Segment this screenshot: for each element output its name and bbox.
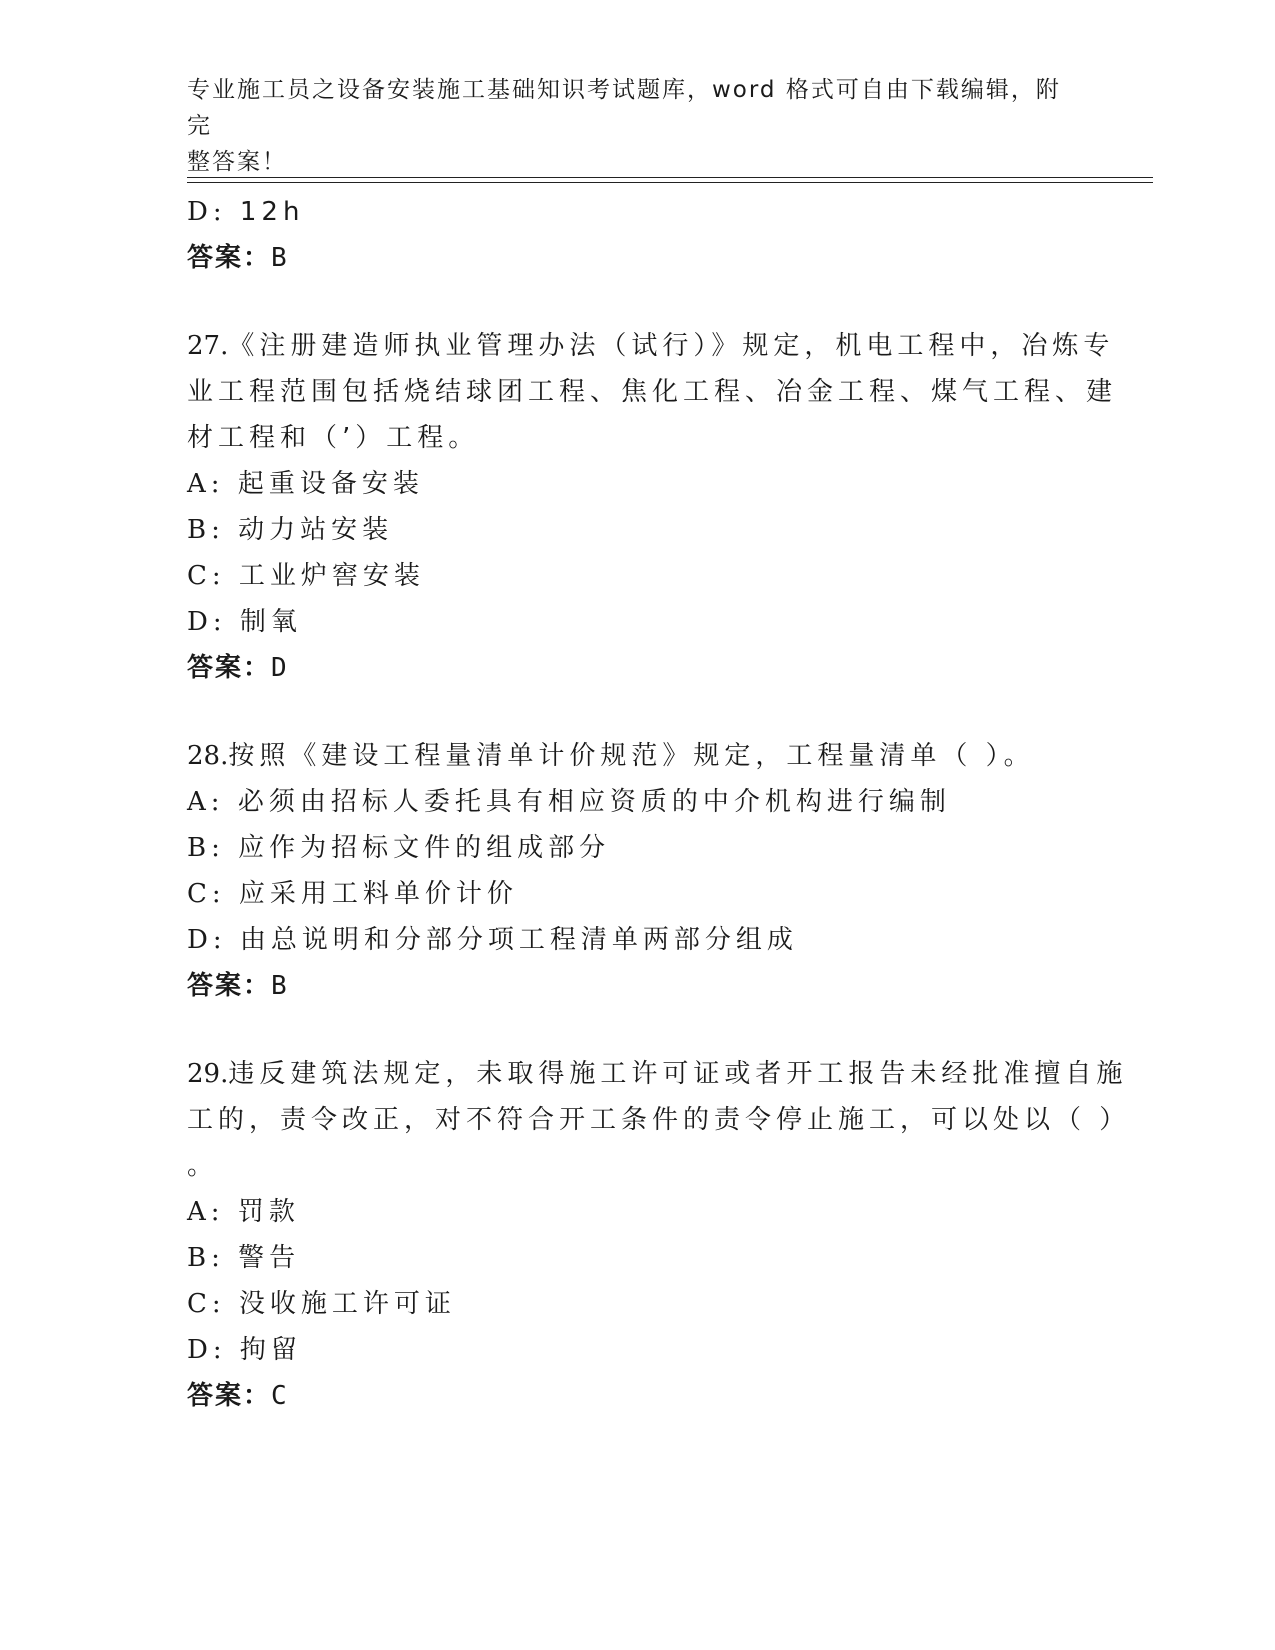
option-text: 警告 <box>238 1243 301 1273</box>
option-c <box>187 553 1067 599</box>
option-key: C: <box>187 879 226 909</box>
question-line <box>187 733 1067 779</box>
option-key: C: <box>187 561 226 591</box>
option-key: A: <box>187 1197 225 1227</box>
option-text: 拘留 <box>239 1335 302 1365</box>
option-text: 没收施工许可证 <box>238 1289 456 1319</box>
question-28 <box>187 733 1067 1009</box>
option-key: B: <box>187 515 225 545</box>
option-b <box>187 825 1067 871</box>
header-line-2: 整答案！ <box>187 149 287 175</box>
option-key: B: <box>187 1243 225 1273</box>
question-number: 28. <box>187 741 229 771</box>
option-d <box>187 917 1067 963</box>
question-line: 。 <box>187 1151 219 1181</box>
question-text: 按照《建设工程量清单计价规范》规定，工程量清单（ ）。 <box>228 741 1035 771</box>
option-text: 罚款 <box>237 1197 300 1227</box>
option-text: 应作为招标文件的组成部分 <box>238 833 611 863</box>
header-divider-top <box>187 177 1153 178</box>
header-line-1: 专业施工员之设备安装施工基础知识考试题库，word 格式可自由下载编辑，附完 <box>187 77 1061 139</box>
answer-line <box>187 235 1067 281</box>
question-27 <box>187 323 1118 691</box>
header-divider-bottom <box>187 182 1153 183</box>
question-text: 违反建筑法规定，未取得施工许可证或者开工报告未经批准擅自施 <box>228 1059 1128 1089</box>
option-text: 起重设备安装 <box>237 469 424 499</box>
option-key: D: <box>187 197 227 227</box>
option-key: A: <box>187 469 225 499</box>
question-line <box>187 323 1115 369</box>
answer-value: B <box>271 971 289 1001</box>
answer-value: C <box>271 1381 289 1411</box>
question-number: 29. <box>187 1059 229 1089</box>
option-text: 应采用工料单价计价 <box>238 879 518 909</box>
option-key: D: <box>187 925 227 955</box>
answer-label: 答案： <box>187 971 272 1001</box>
answer-label: 答案： <box>187 653 272 683</box>
question-text: 《注册建造师执业管理办法（试行）》规定，机电工程中，冶炼专 <box>228 331 1115 361</box>
option-d <box>187 599 1067 645</box>
option-text: 动力站安装 <box>238 515 394 545</box>
option-a <box>187 461 1067 507</box>
answer-line <box>187 645 1067 691</box>
option-key: C: <box>187 1289 226 1319</box>
option-key: A: <box>187 787 225 817</box>
option-text: 工业炉窖安装 <box>238 561 425 591</box>
question-line <box>187 1051 1128 1097</box>
option-key: D: <box>187 1335 227 1365</box>
answer-value: D <box>271 653 289 683</box>
document-body <box>187 189 1131 1419</box>
question-line: 材工程和（’）工程。 <box>187 423 480 453</box>
answer-value: B <box>271 243 289 273</box>
answer-label: 答案： <box>187 243 272 273</box>
question-29 <box>187 1051 1131 1419</box>
option-text: 必须由招标人委托具有相应资质的中介机构进行编制 <box>237 787 951 817</box>
question-line: 业工程范围包括烧结球团工程、焦化工程、冶金工程、煤气工程、建 <box>187 377 1118 407</box>
document-header <box>187 72 1067 180</box>
option-key: B: <box>187 833 225 863</box>
option-key: D: <box>187 607 227 637</box>
option-a <box>187 1189 1067 1235</box>
option-d <box>187 189 1067 235</box>
option-d <box>187 1327 1067 1373</box>
question-line: 工的，责令改正，对不符合开工条件的责令停止施工，可以处以（ ） <box>187 1105 1131 1135</box>
option-b <box>187 507 1067 553</box>
option-text: 制氧 <box>239 607 302 637</box>
answer-label: 答案： <box>187 1381 272 1411</box>
option-c <box>187 1281 1067 1327</box>
question-number: 27. <box>187 331 229 361</box>
answer-line <box>187 963 1067 1009</box>
option-b <box>187 1235 1067 1281</box>
option-a <box>187 779 1067 825</box>
option-c <box>187 871 1067 917</box>
option-text: 12h <box>239 197 305 227</box>
answer-line <box>187 1373 1067 1419</box>
option-text: 由总说明和分部分项工程清单两部分组成 <box>239 925 798 955</box>
